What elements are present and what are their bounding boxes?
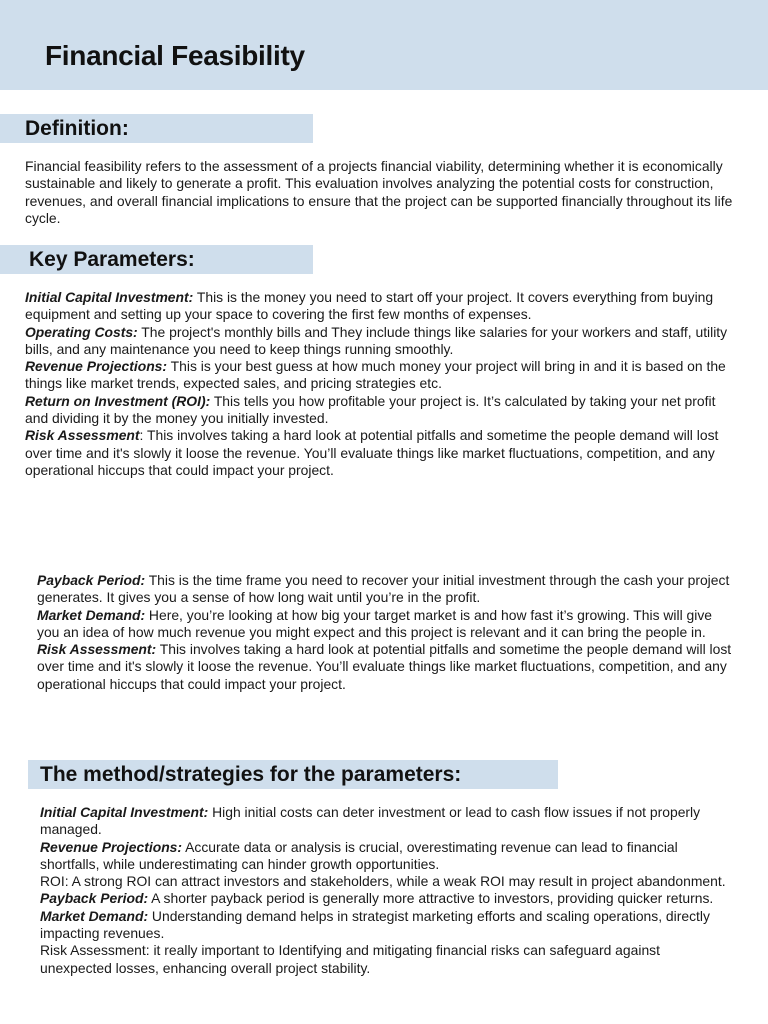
parameter-description: This involves taking a hard look at potential pitfalls and sometime the people demand will lost over time and it's slowly it loose the revenue. You’ll evaluate things like market fluctuations, competition, and any operational hiccups that could impact your project. [37, 641, 732, 692]
methods-heading: The method/strategies for the parameters: [40, 763, 462, 786]
list-item [37, 607, 737, 642]
parameter-description: : This involves taking a hard look at potential pitfalls and sometime the people demand will lost over time and it's slowly it loose the revenue. You’ll evaluate things like market fluctuations, competition, and any operational hiccups that could impact your project. [25, 427, 719, 478]
parameter-term: Revenue Projections: [25, 358, 168, 375]
parameter-term: Operating Costs: [25, 323, 138, 340]
key-parameters-heading: Key Parameters: [29, 248, 195, 271]
list-item [25, 324, 737, 359]
parameter-description: This is your best guess at how much money your project will bring in and it is based on the things like market trends, expected sales, and pricing strategies etc. [25, 358, 726, 392]
list-item [40, 908, 730, 943]
method-description: ROI: A strong ROI can attract investors and stakeholders, while a weak ROI may result in project abandonment. [40, 873, 726, 890]
list-item [37, 572, 737, 607]
methods-list [40, 804, 730, 977]
list-item [40, 942, 730, 977]
parameter-description: The project's monthly bills and They include things like salaries for your workers and staff, utility bills, and any maintenance you need to keep things running smoothly. [25, 323, 728, 357]
method-term: Payback Period: [40, 890, 149, 907]
list-item [40, 839, 730, 874]
list-item [40, 890, 730, 907]
method-description: Understanding demand helps in strategist marketing efforts and scaling operations, directly impacting revenues. [40, 907, 710, 942]
method-term: Initial Capital Investment: [40, 804, 209, 820]
list-item [40, 873, 730, 890]
list-item [25, 427, 737, 479]
parameter-description: This is the time frame you need to recover your initial investment through the cash your project generates. It gives you a sense of how long wait until you’re in the profit. [37, 572, 730, 606]
list-item [37, 641, 737, 693]
list-item [25, 358, 737, 393]
parameter-term: Payback Period: [37, 572, 146, 588]
method-description: High initial costs can deter investment or lead to cash flow issues if not properly managed. [40, 804, 701, 838]
method-description: A shorter payback period is generally more attractive to investors, providing quicker returns. [148, 890, 714, 907]
method-term: Revenue Projections: [40, 838, 183, 855]
more-parameters-list [37, 572, 737, 693]
parameter-term: Risk Assessment: [37, 641, 157, 658]
page-title: Financial Feasibility [45, 40, 305, 71]
list-item [40, 804, 730, 839]
key-parameters-list [25, 289, 737, 479]
parameter-description: This tells you how profitable your project is. It’s calculated by taking your net profit and dividing it by the money you initially invested. [25, 392, 716, 427]
method-term: Market Demand: [40, 907, 149, 924]
parameter-term: Return on Investment (ROI): [25, 392, 211, 409]
method-description: Risk Assessment: it really important to Identifying and mitigating financial risks can safeguard against unexpected losses, enhancing overall project stability. [40, 942, 660, 976]
method-description: Accurate data or analysis is crucial, overestimating revenue can lead to financial shortfalls, while underestimating can hinder growth opportunities. [40, 838, 678, 872]
parameter-term: Market Demand: [37, 606, 146, 623]
list-item [25, 393, 737, 428]
definition-paragraph [25, 158, 737, 227]
list-item [25, 289, 737, 324]
definition-text: Financial feasibility refers to the assessment of a projects financial viability, determining whether it is economically sustainable and likely to generate a profit. This evaluation involves analyzing the potential costs for construction, revenues, and overall financial implications to ensure that the project can be supported financially throughout its life cycle. [25, 158, 733, 226]
parameter-term: Risk Assessment [25, 427, 140, 444]
definition-heading: Definition: [25, 117, 129, 140]
parameter-term: Initial Capital Investment: [25, 289, 194, 305]
parameter-description: Here, you’re looking at how big your target market is and how fast it’s growing. This will give you an idea of how much revenue you might expect and this project is relevant and it can bring the people in. [37, 606, 713, 640]
parameter-description: This is the money you need to start off your project. It covers everything from buying equipment and setting up your space to covering the first few months of expenses. [25, 289, 714, 323]
